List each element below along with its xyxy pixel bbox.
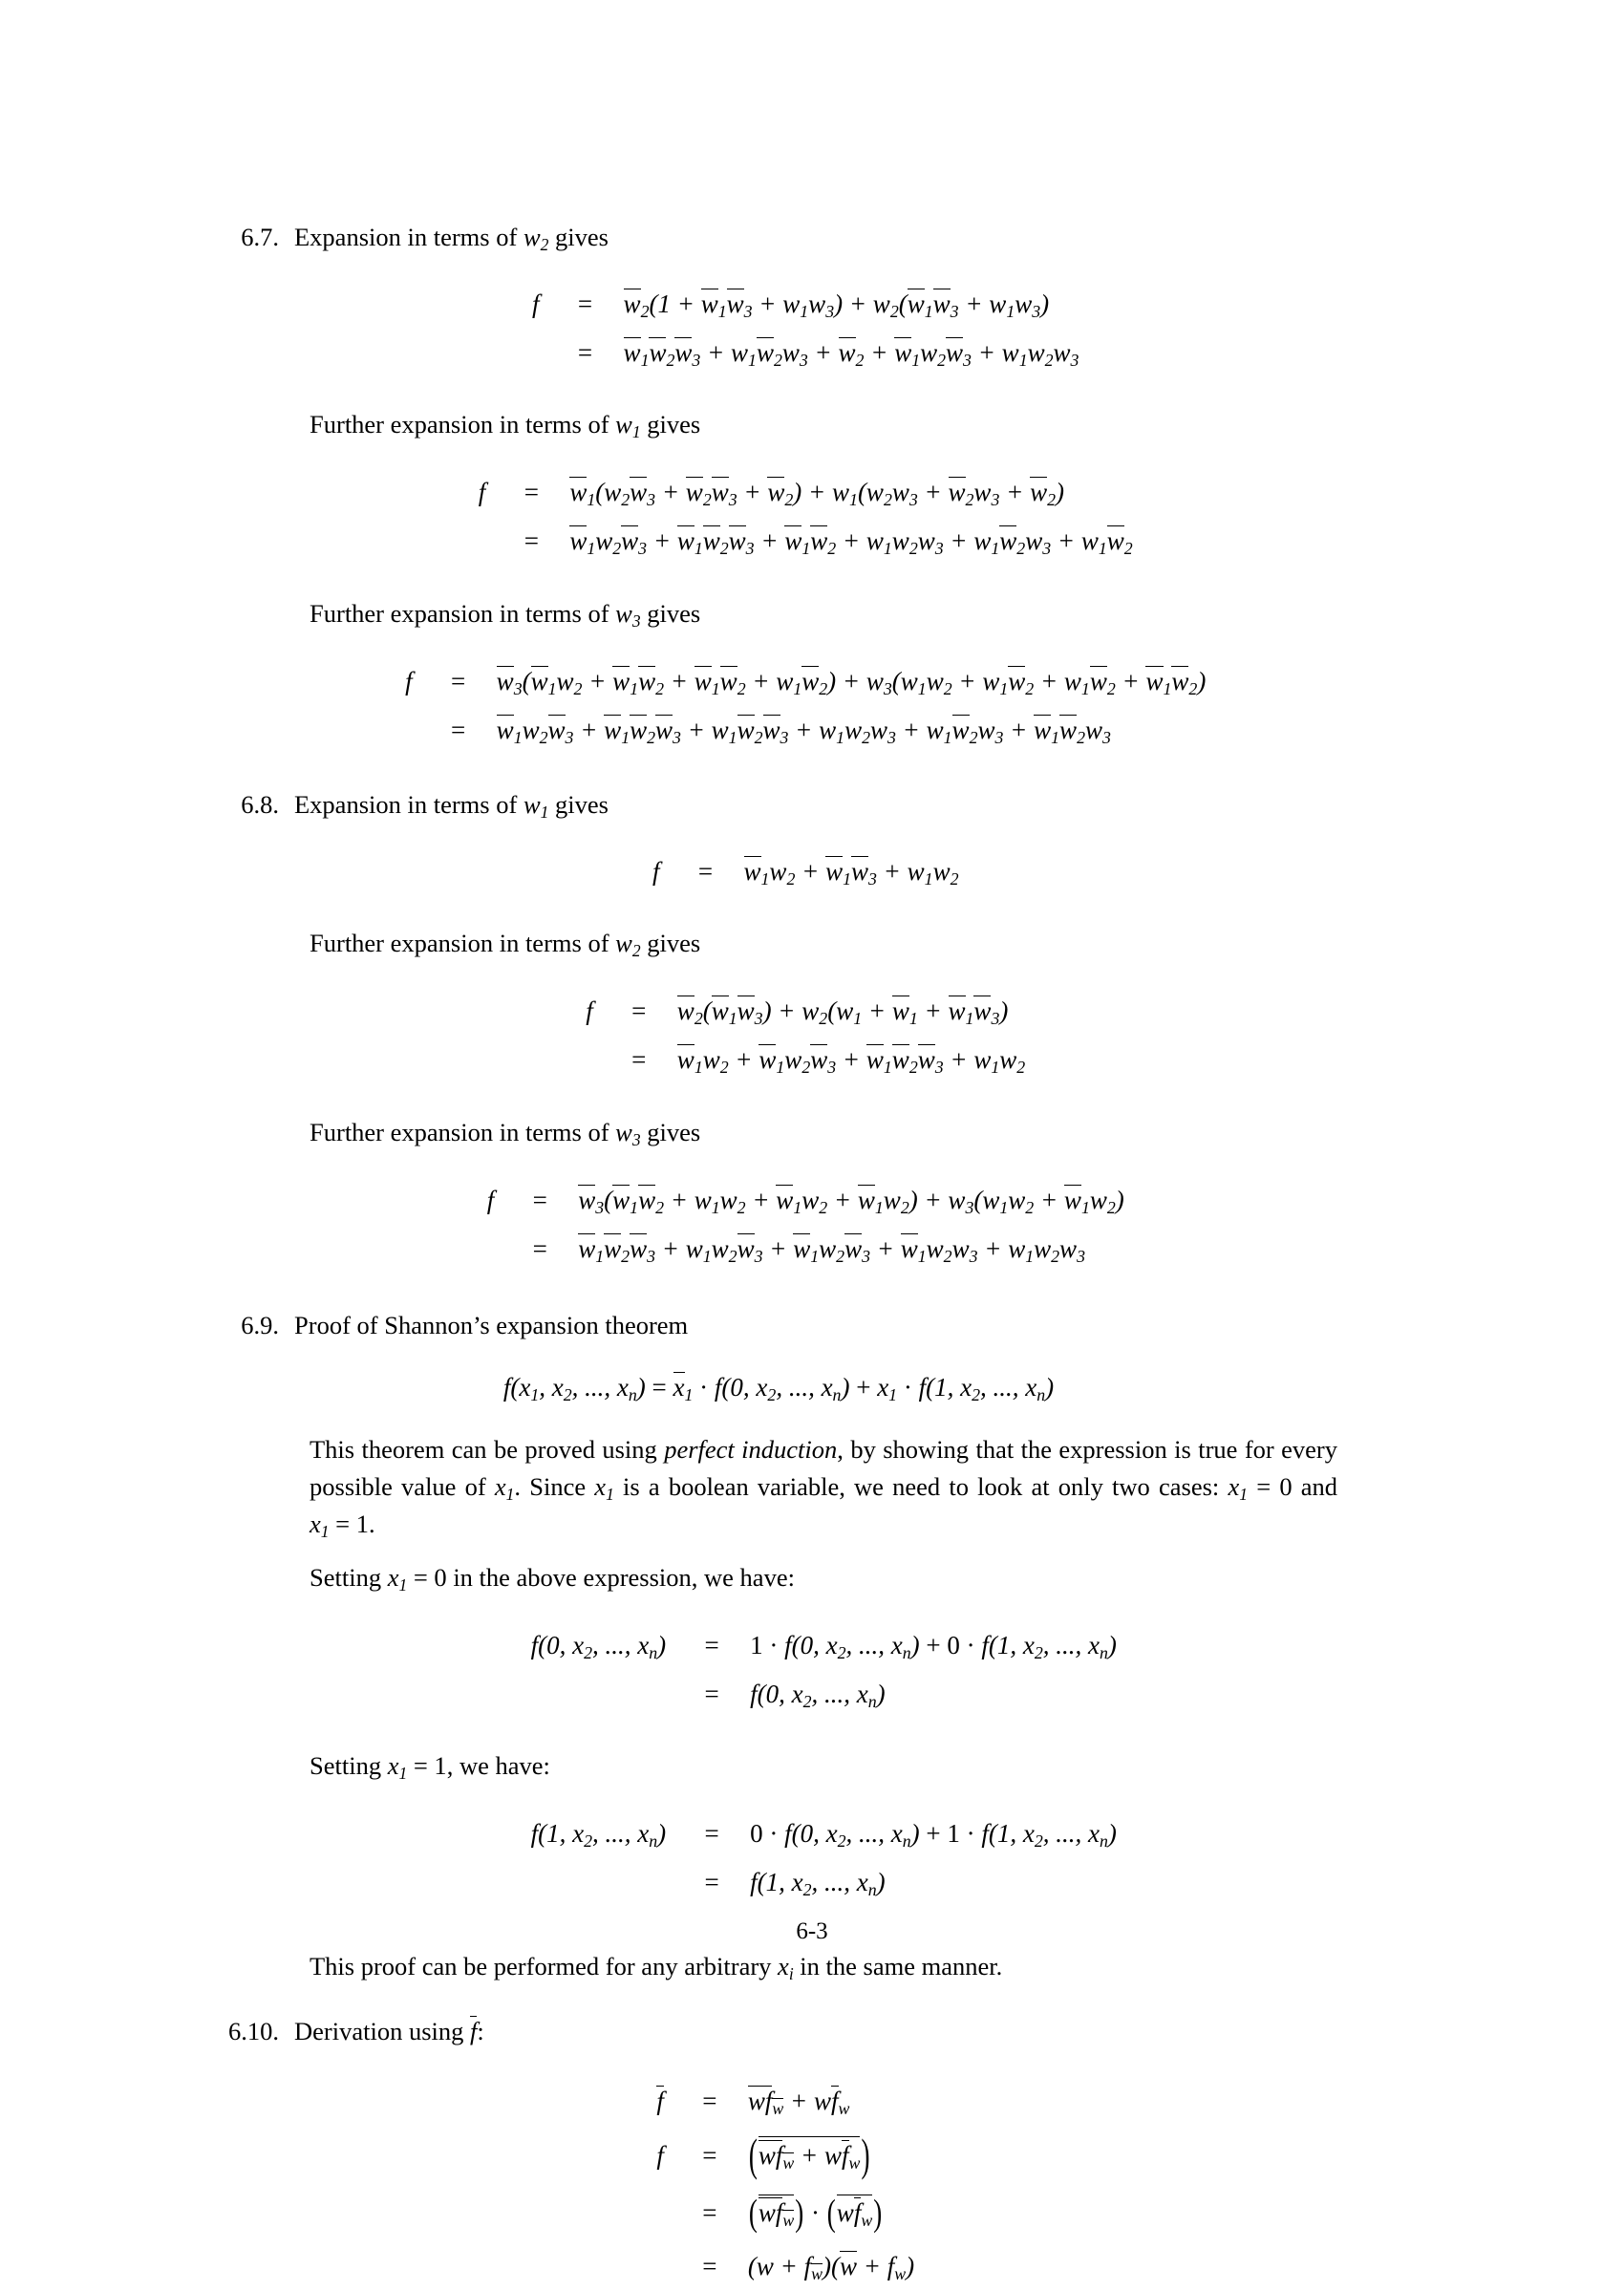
problem-number: 6.7. [241, 223, 279, 251]
equation-block-6-7-w2 [220, 255, 1337, 378]
problem-item-6-10 [220, 2014, 1337, 2291]
equation-row: = f(1, $x_2$, ..., $x_n$) [704, 1868, 886, 1900]
problem-heading-text: Expansion in terms of $w_2$ gives [294, 223, 609, 254]
problem-heading-text: Expansion in terms of $w_1$ gives [294, 790, 609, 823]
problem-item-6-9 [220, 1308, 1337, 1984]
setting-x1-one-label: Setting $x_1 = 1$, we have: [310, 1751, 550, 1784]
equation-row: f = $w_2(1 + w_1w_3 + w_1w_3) + w_2(w_1w_3 + w_1w_3)$ [532, 289, 1050, 321]
problem-6-7-heading [220, 220, 1337, 255]
equation-block-6-10 [220, 2048, 1337, 2291]
equation-row: = $w_1w_2w_3 + w_1w_2w_3 + w_2 + w_1w_2w_3 + w_1w_2w_3$ [577, 337, 1079, 370]
problem-number: 6.9. [241, 1311, 279, 1340]
equation-row: f = $w_1(w_2w_3 + w_2w_3 + w_2) + w_1(w_2w_3 + w_2w_3 + w_2)$ [478, 478, 1064, 510]
equation-row: f = $w_2(w_1w_3) + w_2(w_1 + w_1 + w_1w_3)$ [586, 996, 1009, 1029]
shannon-theorem-equation: $f(x_1$, $x_2$, ..., $x_n) = x_1 \cdot f(0$, $x_2$, ..., $x_n) + x_1 \cdot f(1$, $x_2$, ..., $x_n$) [502, 1372, 1055, 1404]
problem-6-8-heading [220, 787, 1337, 823]
equation-row: f = $w_3(w_1w_2 + w_1w_2 + w_1w_2 + w_1w_2) + w_3(w_1w_2 + w_1w_2)$ [486, 1185, 1124, 1217]
equation-row: = $w_1w_2w_3 + w_1w_2w_3 + w_1w_2 + w_1w_2w_3 + w_1w_2w_3 + w_1w_2$ [524, 526, 1133, 559]
problem-6-9-heading [220, 1308, 1337, 1343]
equation-row: f(1, $x_2$, ..., $x_n$) = 0 · f(0, $x_2$, ..., $x_n) + 1 \cdot f(1$, $x_2$, ..., $x_n$) [530, 1819, 1117, 1852]
setting-x1-zero-label: Setting $x_1 = 0$ in the above expression, we have: [310, 1562, 795, 1595]
equation-row: f(0, $x_2$, ..., $x_n$) = 1 · f(0, $x_2$, ..., $x_n) + 0 \cdot f(1$, $x_2$, ..., $x_n$) [530, 1630, 1117, 1662]
page-number: 6-3 [796, 1918, 828, 1944]
equation-row: = $(wf_w) \cdot (wf_w)$ [702, 2192, 883, 2234]
equation-block-6-7-w3 [220, 632, 1337, 756]
further-expansion-w3-label: Further expansion in terms of $w_3$ gives [310, 598, 701, 631]
equation-block-case-x1-1 [220, 1785, 1337, 1908]
problem-number: 6.10. [228, 2016, 279, 2045]
problem-heading-text: Derivation using f: [294, 2016, 484, 2045]
equation-block-case-x1-0 [220, 1596, 1337, 1720]
equation-row: f = $w_1w_2 + w_1w_3 + w_1w_2$ [652, 856, 959, 889]
equation-block-6-8-w2 [220, 962, 1337, 1085]
problem-item-6-7 [220, 220, 1337, 755]
further-expansion-w1-label: Further expansion in terms of $w_1$ gives [310, 410, 701, 442]
problem-number: 6.8. [241, 790, 279, 820]
equation-row: f = $w_3(w_1w_2 + w_1w_2 + w_1w_2 + w_1w_2) + w_3(w_1w_2 + w_1w_2 + w_1w_2 + w_1w_2)$ [405, 666, 1207, 698]
further-expansion-w2-label: Further expansion in terms of $w_2$ gives [310, 929, 701, 960]
equation-block-6-8-w1 [220, 823, 1337, 896]
equation-row: = $w_1w_2 + w_1w_2w_3 + w_1w_2w_3 + w_1w_2$ [631, 1045, 1026, 1078]
proof-paragraph: This theorem can be proved using perfect induction, by showing that the expression is true for every possible value of $x_1$. Since $x_1$ is a boolean variable, we need to look at only two cases: $x_1 = 0$ and $x_1 = 1$. [310, 1434, 1338, 1541]
equation-block-6-7-w1 [220, 443, 1337, 567]
equation-row: = $w_1w_2w_3 + w_1w_2w_3 + w_1w_2w_3 + w_1w_2w_3 + w_1w_2w_3 + w_1w_2w_3$ [451, 715, 1111, 747]
problem-item-6-8 [220, 787, 1337, 1274]
equation-row: = $(w + f_w)(w + f_w)$ [702, 2252, 915, 2284]
equation-row: f = $wf_w + wf_w$ [656, 2087, 850, 2119]
equation-row: = f(0, $x_2$, ..., $x_n$) [704, 1679, 886, 1711]
equation-row: = $w_1w_2w_3 + w_1w_2w_3 + w_1w_2w_3 + w_1w_2w_3 + w_1w_2w_3$ [532, 1233, 1085, 1266]
problem-heading-text: Proof of Shannon’s expansion theorem [294, 1311, 689, 1340]
equation-row: f = $(wf_w + wf_w)$ [656, 2130, 870, 2180]
further-expansion-w3-label-2: Further expansion in terms of $w_3$ gives [310, 1117, 701, 1149]
proof-closing-paragraph: This proof can be performed for any arbitrary $x_i$ in the same manner. [310, 1951, 1003, 1983]
problem-6-10-heading [220, 2014, 1337, 2049]
equation-block-6-8-w3 [220, 1151, 1337, 1274]
